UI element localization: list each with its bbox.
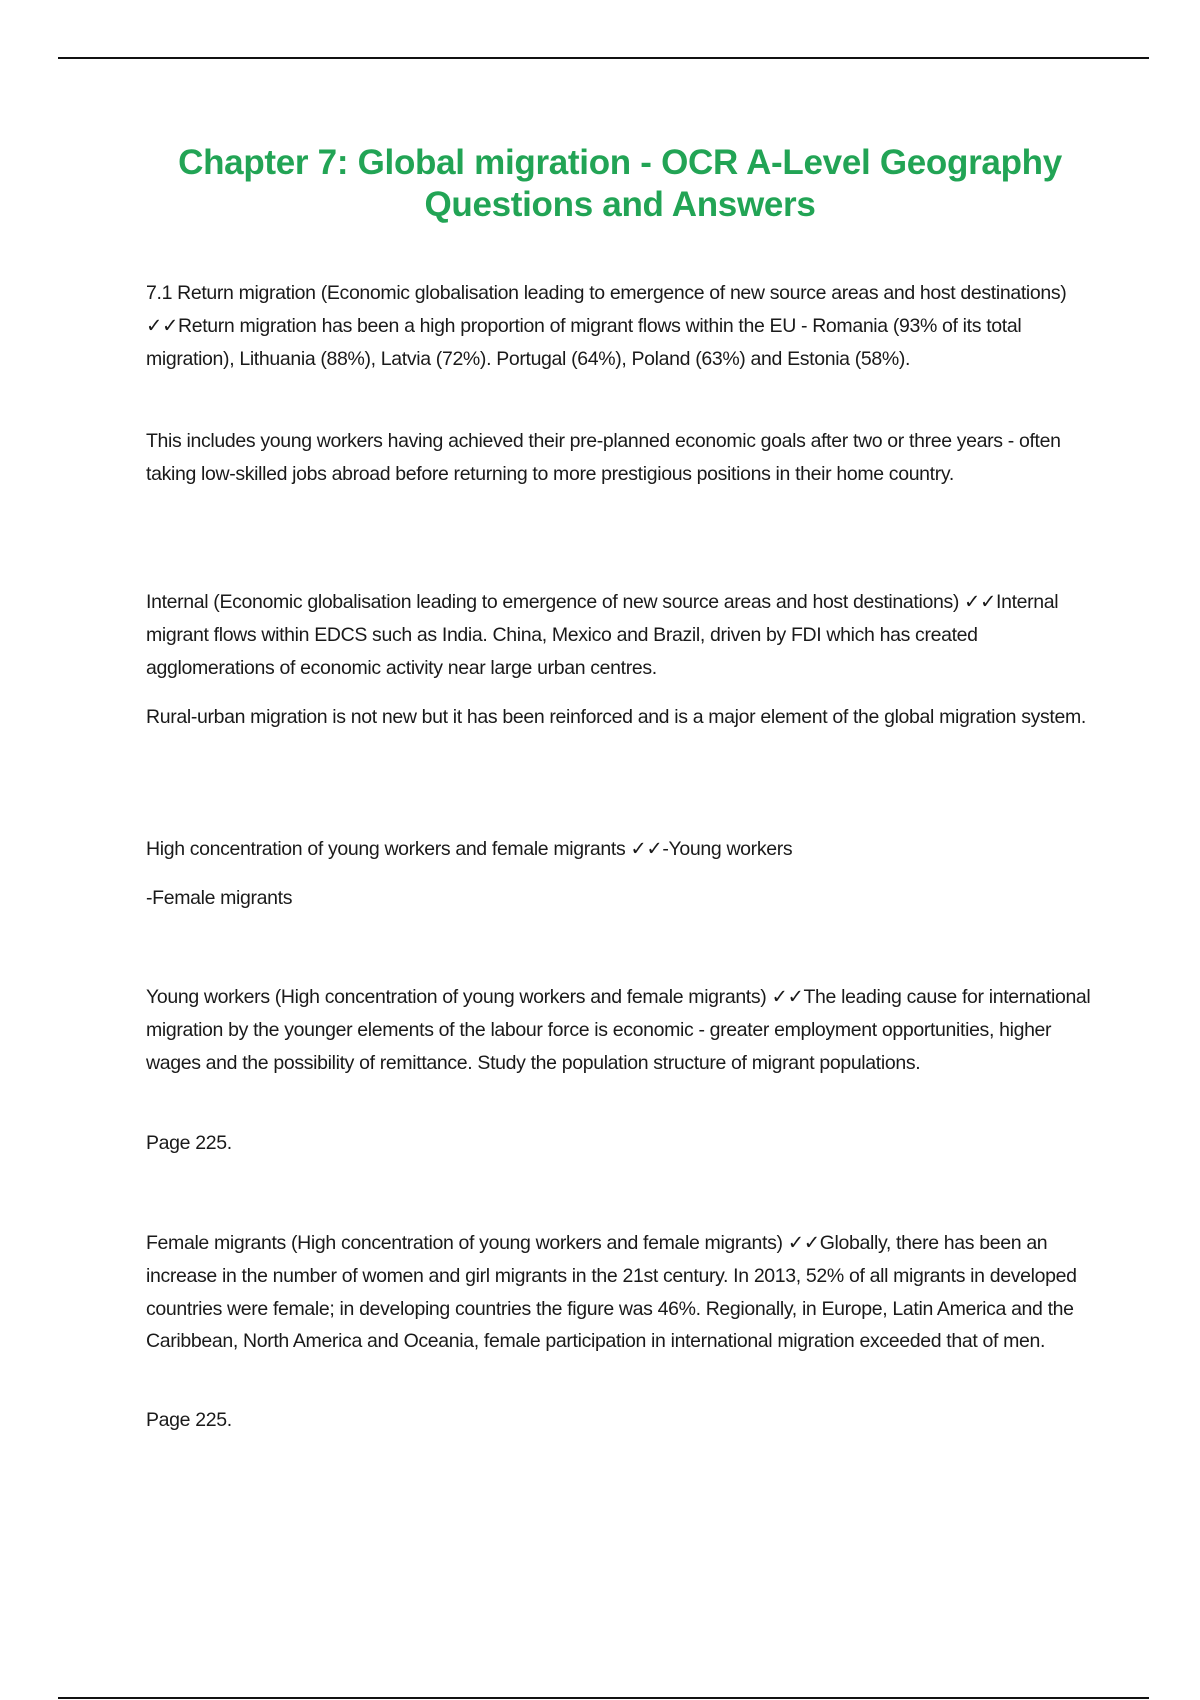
paragraph-female-migrants: Female migrants (High concentration of young workers and female migrants) ✓✓Globally, there has been an increase in the number of women and girl migrants in the 21st century. In 2013, 52% of all migrants in developed countries were female; in developing countries the figure was 46%. Regionally, in Europe, Latin America and the Caribbean, North America and Oceania, female participation in international migration exceeded that of men. (146, 1232, 1077, 1353)
paragraph-return-migration: 7.1 Return migration (Economic globalisation leading to emergence of new source areas and host destinations) ✓✓Return migration has been a high proportion of migrant flows within the EU - Romania (93% of its total migration), Lithuania (88%), Latvia (72%). Portugal (64%), Poland (63%) and Estonia (58%). (146, 282, 1067, 370)
page-reference: Page 225. (146, 1409, 232, 1431)
page-reference: Page 225. (146, 1132, 232, 1154)
paragraph-young-workers-return: This includes young workers having achieved their pre-planned economic goals after two or three years - often taking low-skilled jobs abroad before returning to more prestigious positions in their home country. (146, 430, 1061, 485)
paragraph-female-migrants-item: -Female migrants (146, 887, 293, 909)
page-title (140, 142, 1100, 226)
paragraph-internal-migration: Internal (Economic globalisation leading to emergence of new source areas and host destinations) ✓✓Internal migrant flows within EDCS such as India. China, Mexico and Brazil, driven by FDI which has created agglomerations of economic activity near large urban centres. (146, 591, 1059, 679)
top-rule (58, 57, 1149, 59)
paragraph-high-concentration: High concentration of young workers and female migrants ✓✓-Young workers (146, 838, 793, 860)
title-line-1: Chapter 7: Global migration - OCR A-Level Geography (178, 143, 1062, 182)
title-line-2: Questions and Answers (424, 185, 816, 224)
paragraph-young-workers: Young workers (High concentration of young workers and female migrants) ✓✓The leading cause for international migration by the younger elements of the labour force is economic - greater employment opportunities, higher wages and the possibility of remittance. Study the population structure of migrant populations. (146, 986, 1091, 1074)
paragraph-rural-urban: Rural-urban migration is not new but it has been reinforced and is a major element of the global migration system. (146, 706, 1086, 728)
bottom-rule (58, 1697, 1149, 1699)
